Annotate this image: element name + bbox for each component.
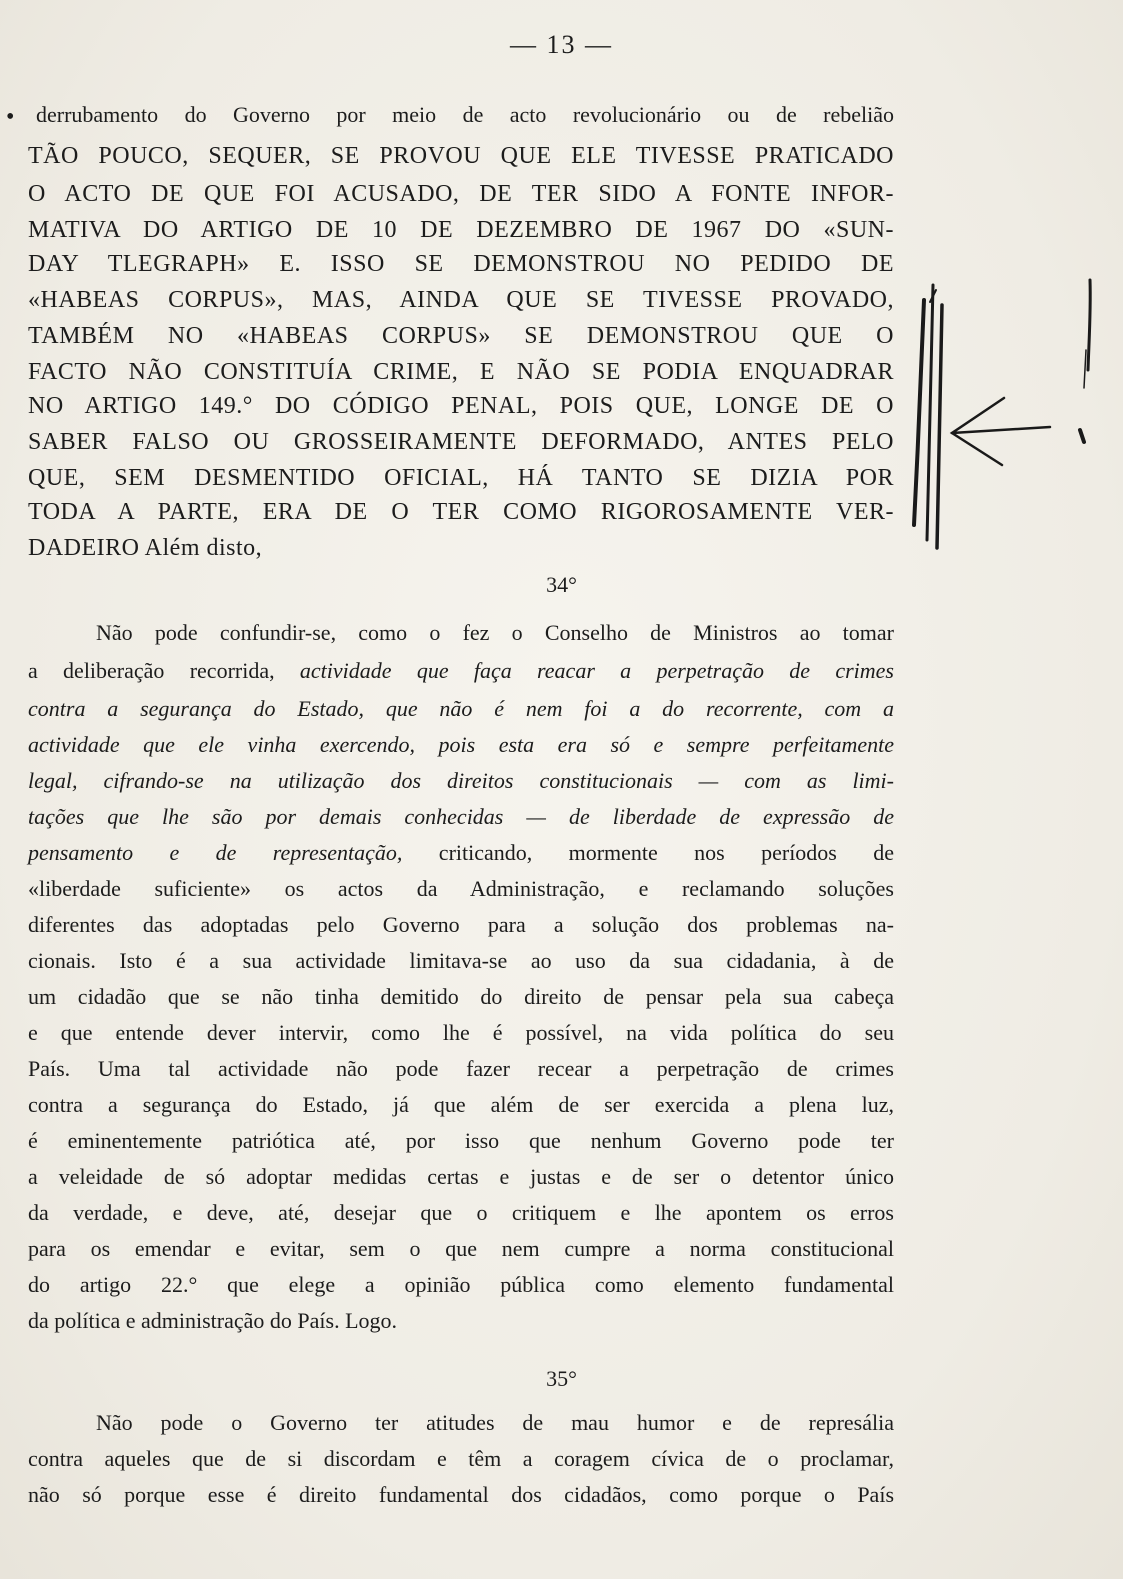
text-line: QUE, SEM DESMENTIDO OFICIAL, HÁ TANTO SE DIZIA POR [28,465,894,491]
text-line: «liberdade suficiente» os actos da Administração, e reclamando soluções [28,876,894,901]
text-line: legal, cifrando-se na utilização dos direitos constitucionais — com as limi- [28,768,894,793]
section-number: 34° [546,572,577,597]
text-line: contra a segurança do Estado, já que além de ser exercida a plena luz, [28,1092,894,1117]
text-line: contra a segurança do Estado, que não é nem foi a do recorrente, com a [28,696,894,721]
text-line: MATIVA DO ARTIGO DE 10 DE DEZEMBRO DE 1967 DO «SUN- [28,217,894,243]
text-line: do artigo 22.° que elege a opinião pública como elemento fundamental [28,1272,894,1297]
text-line: e que entende dever intervir, como lhe é possível, na vida política do seu [28,1020,894,1045]
text-line: não só porque esse é direito fundamental dos cidadãos, como porque o País [28,1482,894,1507]
bullet-mark: • [6,104,15,130]
text-line: a veleidade de só adoptar medidas certas e justas e de ser o detentor único [28,1164,894,1189]
text-line: da política e administração do País. Logo. [28,1308,398,1333]
text-line: actividade que ele vinha exercendo, pois esta era só e sempre perfeitamente [28,732,894,757]
italic-span: actividade que faça reacar a perpetração de crimes [299,658,894,683]
text-line: contra aqueles que de si discordam e têm a coragem cívica de o proclamar, [28,1446,894,1471]
text-line: DADEIRO Além disto, [28,535,263,561]
text-line: Não pode o Governo ter atitudes de mau humor e de represália [96,1410,894,1435]
text-line: TÃO POUCO, SEQUER, SE PROVOU QUE ELE TIVESSE PRATICADO [28,143,894,169]
text-line: um cidadão que se não tinha demitido do direito de pensar pela sua cabeça [28,984,894,1009]
text-line: cionais. Isto é a sua actividade limitava-se ao uso da sua cidadania, à de [28,948,894,973]
text-span: a deliberação recorrida, [28,658,300,683]
text-line: NO ARTIGO 149.° DO CÓDIGO PENAL, POIS QUE, LONGE DE O [28,393,894,419]
section-number: 35° [546,1366,577,1391]
text-line: derrubamento do Governo por meio de acto revolucionário ou de rebelião [36,102,894,127]
page-number: — 13 — [510,30,613,59]
text-line: DAY TLEGRAPH» E. ISSO SE DEMONSTROU NO PEDIDO DE [28,251,894,277]
text-line: O ACTO DE QUE FOI ACUSADO, DE TER SIDO A FONTE INFOR- [28,181,894,207]
text-line: é eminentemente patriótica até, por isso que nenhum Governo pode ter [28,1128,894,1153]
italic-span: pensamento e de representação, [28,840,403,865]
text-line: tações que lhe são por demais conhecidas — de liberdade de expressão de [28,804,894,829]
text-span: criticando, mormente nos períodos de [402,840,894,865]
text-line: SABER FALSO OU GROSSEIRAMENTE DEFORMADO, ANTES PELO [28,429,894,455]
text-line: País. Uma tal actividade não pode fazer recear a perpetração de crimes [28,1056,894,1081]
text-line: da verdade, e deve, até, desejar que o critiquem e lhe apontem os erros [28,1200,894,1225]
text-line: TODA A PARTE, ERA DE O TER COMO RIGOROSAMENTE VER- [28,499,894,525]
text-line: «HABEAS CORPUS», MAS, AINDA QUE SE TIVESSE PROVADO, [28,287,894,313]
text-line: Não pode confundir-se, como o fez o Conselho de Ministros ao tomar [96,620,894,645]
text-line: FACTO NÃO CONSTITUÍA CRIME, E NÃO SE PODIA ENQUADRAR [28,359,894,385]
text-line: para os emendar e evitar, sem o que nem cumpre a norma constitucional [28,1236,894,1261]
text-line: TAMBÉM NO «HABEAS CORPUS» SE DEMONSTROU QUE O [28,323,894,349]
text-line: diferentes das adoptadas pelo Governo para a solução dos problemas na- [28,912,894,937]
